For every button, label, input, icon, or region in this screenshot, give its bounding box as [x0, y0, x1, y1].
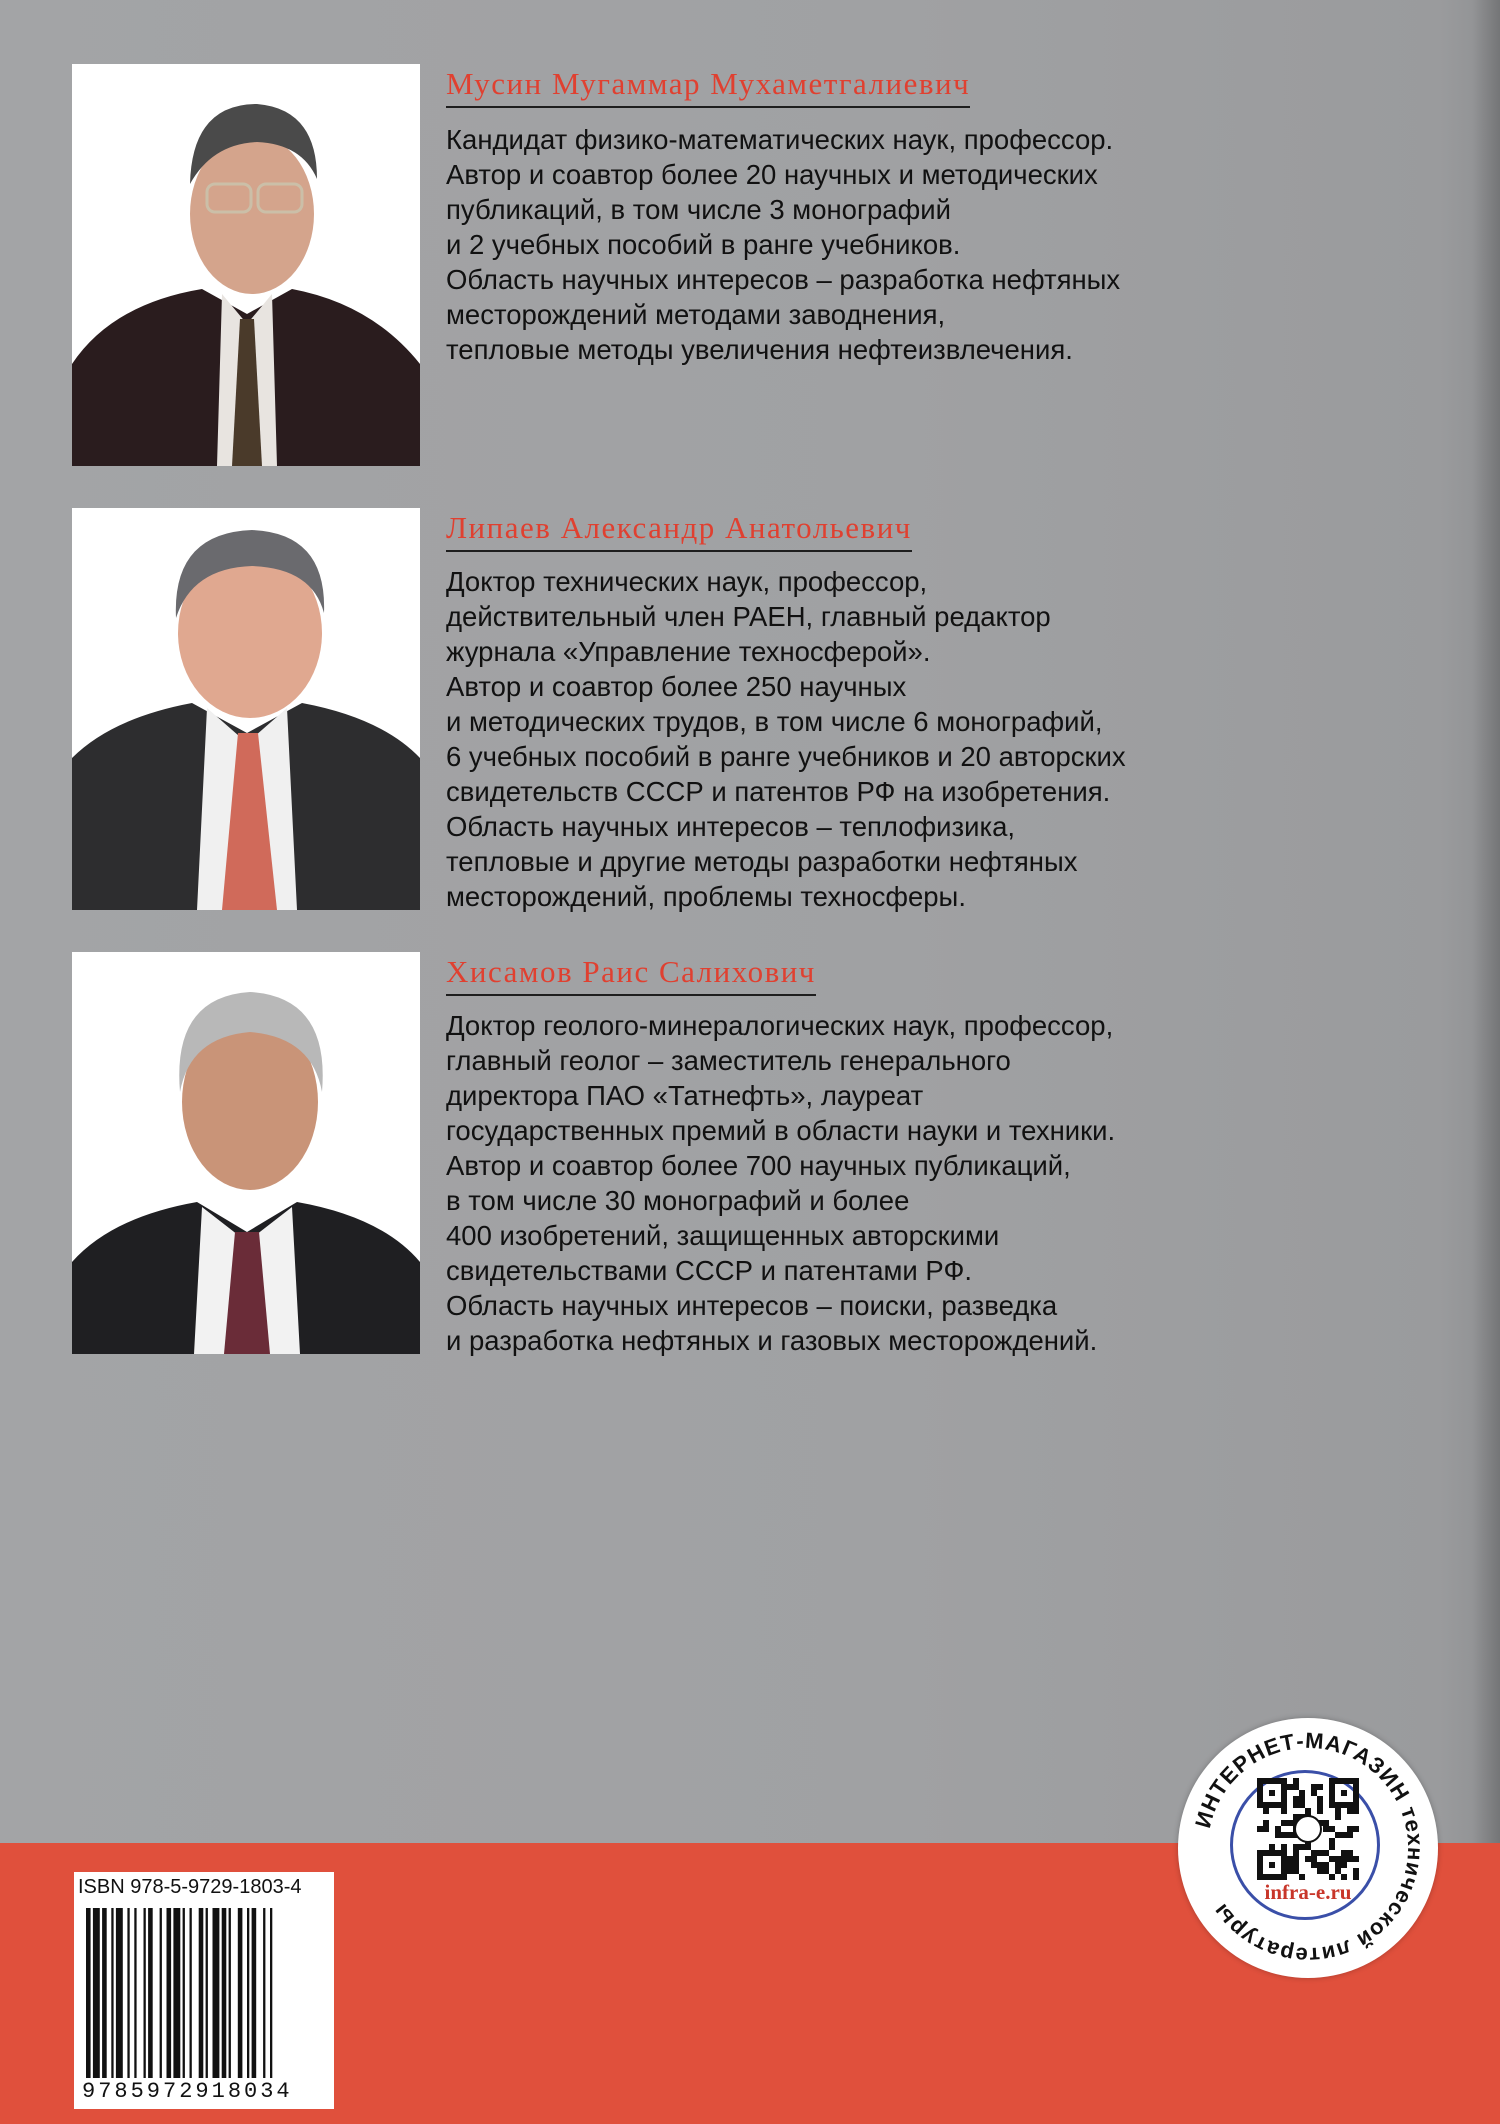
author-name: Хисамов Раис Салихович [446, 954, 816, 996]
barcode-icon [86, 1908, 322, 2078]
bio-line: свидетельств СССР и патентов РФ на изобретения. [446, 776, 1111, 807]
bio-line: директора ПАО «Татнефть», лауреат [446, 1080, 924, 1111]
bio-line: месторождений методами заводнения, [446, 299, 946, 330]
bio-line: месторождений, проблемы техносферы. [446, 881, 966, 912]
bio-line: и методических трудов, в том числе 6 монографий, [446, 706, 1103, 737]
bio-line: Область научных интересов – теплофизика, [446, 811, 1016, 842]
bio-line: 400 изобретений, защищенных авторскими [446, 1220, 1000, 1251]
portrait-image [72, 952, 420, 1354]
bio-line: Кандидат физико-математических наук, профессор. [446, 124, 1114, 155]
bio-line: Автор и соавтор более 20 научных и методических [446, 159, 1098, 190]
author-photo [72, 508, 420, 910]
bio-line: главный геолог – заместитель генерального [446, 1045, 1011, 1076]
bio-line: Область научных интересов – разработка нефтяных [446, 264, 1121, 295]
store-stamp[interactable] [1178, 1718, 1438, 1978]
qr-code-icon[interactable] [1257, 1778, 1359, 1880]
bio-line: и разработка нефтяных и газовых месторождений. [446, 1325, 1098, 1356]
portrait-image [72, 64, 420, 466]
author-bio [446, 1008, 1115, 1358]
bio-line: журнала «Управление техносферой». [446, 636, 931, 667]
bio-line: тепловые методы увеличения нефтеизвлечения. [446, 334, 1073, 365]
author-bio [446, 564, 1126, 914]
bio-line: в том числе 30 монографий и более [446, 1185, 910, 1216]
cover-edge-shadow [1472, 0, 1500, 2124]
bio-line: 6 учебных пособий в ранге учебников и 20 авторских [446, 741, 1126, 772]
author-name: Мусин Мугаммар Мухаметгалиевич [446, 66, 970, 108]
isbn-barcode-box [74, 1872, 334, 2109]
bio-line: государственных премий в области науки и техники. [446, 1115, 1116, 1146]
author-bio [446, 122, 1120, 367]
bio-line: Доктор технических наук, профессор, [446, 566, 928, 597]
bio-line: публикаций, в том числе 3 монографий [446, 194, 951, 225]
isbn-label: ISBN 978-5-9729-1803-4 [78, 1876, 302, 1898]
bio-line: Автор и соавтор более 700 научных публикаций, [446, 1150, 1071, 1181]
bio-line: свидетельствами СССР и патентами РФ. [446, 1255, 973, 1286]
bio-line: действительный член РАЕН, главный редактор [446, 601, 1051, 632]
bio-line: Автор и соавтор более 250 научных [446, 671, 907, 702]
author-photo [72, 952, 420, 1354]
barcode-digits: 9785972918034 [82, 2079, 293, 2104]
portrait-image [72, 508, 420, 910]
stamp-site[interactable]: infra-e.ru [1264, 1880, 1352, 1904]
author-name: Липаев Александр Анатольевич [446, 510, 912, 552]
bio-line: Область научных интересов – поиски, разведка [446, 1290, 1058, 1321]
bio-line: тепловые и другие методы разработки нефтяных [446, 846, 1078, 877]
bio-line: Доктор геолого-минералогических наук, профессор, [446, 1010, 1114, 1041]
stamp-ring-label: ИНТЕРНЕТ-МАГАЗИН технической литературы [1190, 1727, 1429, 1969]
bio-line: и 2 учебных пособий в ранге учебников. [446, 229, 961, 260]
author-photo [72, 64, 420, 466]
